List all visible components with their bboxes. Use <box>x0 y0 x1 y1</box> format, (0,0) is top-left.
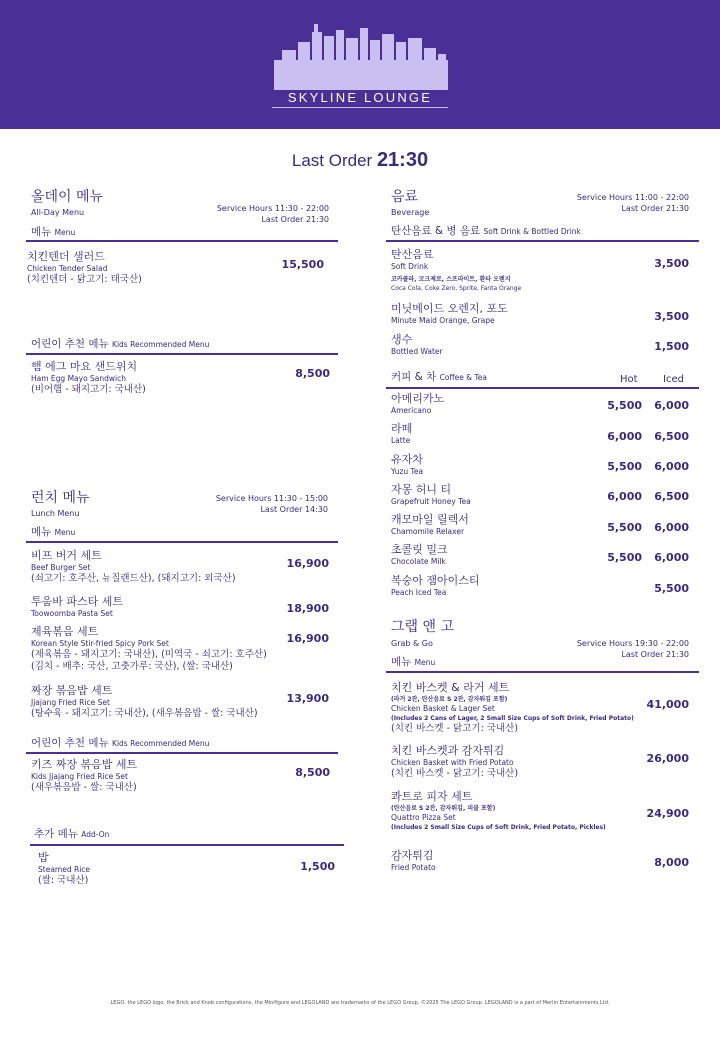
all-day-kids-label <box>31 338 209 351</box>
item-name: 유자차 <box>391 453 423 466</box>
menu-item <box>391 849 436 873</box>
section-divider <box>386 671 699 673</box>
item-price: 3,500 <box>654 257 689 270</box>
item-name-en: Steamed Rice <box>38 865 91 874</box>
item-name: 제육볶음 세트 <box>31 625 99 638</box>
addon-label <box>34 828 109 841</box>
item-name: 초콜릿 밀크 <box>391 543 448 556</box>
menu-item <box>391 483 471 507</box>
menu-item <box>391 453 423 477</box>
item-name-en: Chicken Basket & Lager Set <box>391 704 495 713</box>
menu-item <box>31 595 123 619</box>
item-name: 치킨 바스켓 & 라거 세트 <box>391 681 510 694</box>
item-origin: (제육볶음 - 돼지고기: 국내산), (미역국 - 쇠고기: 호주산) <box>31 649 267 660</box>
menu-label-ko: 메뉴 <box>391 656 412 668</box>
item-price: 15,500 <box>281 258 324 271</box>
grab-go-title: 그랩 앤 고 <box>391 619 454 635</box>
item-name-en: Ham Egg Mayo Sandwich <box>31 374 127 383</box>
grab-go-title-en: Grab & Go <box>391 639 433 648</box>
menu-item <box>31 684 258 720</box>
item-origin: (치킨 바스켓 - 닭고기: 국내산) <box>391 723 519 734</box>
item-price: 41,000 <box>646 698 689 711</box>
hot-price: 5,500 <box>607 460 642 473</box>
section-divider <box>386 240 699 242</box>
all-day-title: 올데이 메뉴 <box>31 189 104 205</box>
item-name: 치킨텐더 샐러드 <box>27 250 105 263</box>
item-name-en: Quattro Pizza Set <box>391 813 456 822</box>
menu-item <box>391 333 443 357</box>
lunch-service-hours: Service Hours 11:30 - 15:00 <box>215 494 328 503</box>
item-name-en: Fried Potato <box>391 863 436 872</box>
item-name: 콰트로 피자 세트 <box>391 790 473 803</box>
menu-item <box>391 248 521 293</box>
hot-price: 5,500 <box>607 399 642 412</box>
city-skyline-icon <box>272 20 448 90</box>
item-detail-en: Coca Cola, Coke Zero, Sprite, Fanta Orange <box>391 285 522 292</box>
lunch-title-en: Lunch Menu <box>31 509 80 518</box>
iced-price: 5,500 <box>654 582 689 595</box>
last-order-label: Last Order <box>291 151 373 170</box>
beverage-title: 음료 <box>391 189 419 205</box>
item-price: 8,500 <box>295 367 330 380</box>
brand-name: SKYLINE LOUNGE <box>287 90 433 105</box>
item-detail: (탄산음료 S 2잔, 감자튀김, 피클 포함) <box>391 805 496 812</box>
item-name: 라떼 <box>391 422 413 435</box>
menu-label-en: Menu <box>54 228 76 237</box>
item-origin-2: (김치 - 배추: 국산, 고춧가루: 국산), (쌀: 국내산) <box>31 661 233 672</box>
item-name: 생수 <box>391 333 413 346</box>
item-name-en: Peach Iced Tea <box>391 588 447 597</box>
item-price: 8,500 <box>295 766 330 779</box>
hot-column-header: Hot <box>620 374 638 385</box>
menu-label-ko: 메뉴 <box>31 226 52 238</box>
lunch-last-order: Last Order 14:30 <box>260 505 328 514</box>
item-price: 1,500 <box>654 340 689 353</box>
item-price: 16,900 <box>286 632 329 645</box>
item-name: 투움바 파스타 세트 <box>31 595 124 608</box>
all-day-title-en: All-Day Menu <box>31 208 85 217</box>
addon-label-en: Add-On <box>81 830 110 839</box>
item-name: 캐모마일 릴렉서 <box>391 513 469 526</box>
menu-item <box>31 549 236 585</box>
menu-item <box>391 543 448 567</box>
item-name: 아메리카노 <box>391 392 445 405</box>
hot-price: 6,000 <box>607 490 642 503</box>
section-divider <box>26 240 338 242</box>
section-divider <box>26 541 338 543</box>
item-origin: (쇠고기: 호주산, 뉴질랜드산), (돼지고기: 외국산) <box>31 573 236 584</box>
iced-price: 6,000 <box>654 460 689 473</box>
iced-price: 6,500 <box>654 430 689 443</box>
iced-price: 6,500 <box>654 490 689 503</box>
soft-label-en: Soft Drink & Bottled Drink <box>483 227 581 236</box>
section-divider <box>386 387 699 389</box>
last-order-time: 21:30 <box>376 149 429 171</box>
brand-underline <box>272 107 448 108</box>
beverage-hours <box>560 192 689 214</box>
menu-label-en: Menu <box>414 658 436 667</box>
kids-label-en: Kids Recommended Menu <box>112 739 210 748</box>
section-divider <box>26 353 338 355</box>
item-price: 8,000 <box>654 856 689 869</box>
hot-price: 5,500 <box>607 521 642 534</box>
iced-column-header: Iced <box>663 374 684 385</box>
beverage-last-order: Last Order 21:30 <box>621 204 689 213</box>
item-name-en: Chicken Tender Salad <box>27 264 108 273</box>
item-price: 18,900 <box>286 602 329 615</box>
item-name-en: Toowoomba Pasta Set <box>31 609 113 618</box>
lunch-title: 런치 메뉴 <box>31 490 90 506</box>
lunch-kids-label <box>31 737 209 750</box>
iced-price: 6,000 <box>654 399 689 412</box>
menu-label-ko: 메뉴 <box>31 526 52 538</box>
hot-price: 6,000 <box>607 430 642 443</box>
item-name: 탄산음료 <box>391 248 434 261</box>
lunch-menu-label <box>31 526 75 539</box>
item-name-en: Yuzu Tea <box>391 467 424 476</box>
grab-go-last-order: Last Order 21:30 <box>621 650 689 659</box>
kids-label-ko: 어린이 추천 메뉴 <box>31 737 109 749</box>
item-origin: (비어햄 - 돼지고기: 국내산) <box>31 384 146 395</box>
item-price: 26,000 <box>646 752 689 765</box>
menu-item <box>31 625 267 673</box>
item-price: 24,900 <box>646 807 689 820</box>
hot-price: 5,500 <box>607 551 642 564</box>
item-name: 밥 <box>38 851 49 864</box>
all-day-hours <box>200 203 329 225</box>
item-name: 햄 에그 마요 샌드위치 <box>31 360 138 373</box>
item-origin: (탕수육 - 돼지고기: 국내산), (새우볶음밥 - 쌀: 국내산) <box>31 708 258 719</box>
item-origin: (치킨 바스켓 - 닭고기: 국내산) <box>391 768 519 779</box>
item-name-en: Latte <box>391 436 411 445</box>
soft-label-ko: 탄산음료 & 병 음료 <box>391 225 481 237</box>
grab-go-service-hours: Service Hours 19:30 - 22:00 <box>576 639 689 648</box>
item-origin: (치킨텐더 - 닭고기: 태국산) <box>27 274 142 285</box>
item-name-en: Jjajang Fried Rice Set <box>31 698 110 707</box>
section-divider <box>26 752 338 754</box>
item-price: 16,900 <box>286 557 329 570</box>
item-name-en: Soft Drink <box>391 262 429 271</box>
all-day-last-order: Last Order 21:30 <box>261 215 329 224</box>
item-name-en: Chicken Basket with Fried Potato <box>391 758 514 767</box>
menu-item <box>391 681 634 735</box>
item-name: 미닛메이드 오렌지, 포도 <box>391 302 508 315</box>
item-origin: (새우볶음밥 - 쌀: 국내산) <box>31 782 137 793</box>
item-name-en: Grapefruit Honey Tea <box>391 497 471 506</box>
item-price: 1,500 <box>300 860 335 873</box>
item-origin: (쌀: 국내산) <box>38 875 89 886</box>
menu-item <box>391 790 606 832</box>
item-detail-en: (Includes 2 Cans of Lager, 2 Small Size Cups of Soft Drink, Fried Potato) <box>391 715 634 722</box>
coffee-label-ko: 커피 & 차 <box>391 371 437 383</box>
item-name-en: Chocolate Milk <box>391 557 446 566</box>
item-price: 3,500 <box>654 310 689 323</box>
grab-go-menu-label <box>391 656 435 669</box>
item-name: 키즈 짜장 볶음밥 세트 <box>31 758 138 771</box>
beverage-service-hours: Service Hours 11:00 - 22:00 <box>576 193 689 202</box>
lunch-hours <box>200 493 328 515</box>
menu-item <box>391 574 480 598</box>
item-detail: 코카콜라, 코크제로, 스프라이트, 환타 오렌지 <box>391 276 511 283</box>
header-banner <box>0 0 720 129</box>
item-name: 치킨 바스켓과 감자튀김 <box>391 744 505 757</box>
menu-item <box>391 744 518 780</box>
item-name-en: Chamomile Relaxer <box>391 527 465 536</box>
menu-item <box>391 422 412 446</box>
last-order-banner <box>0 148 720 173</box>
grab-go-hours <box>560 638 689 660</box>
coffee-label-en: Coffee & Tea <box>439 373 487 382</box>
menu-item <box>31 758 137 794</box>
iced-price: 6,000 <box>654 521 689 534</box>
item-name-en: Minute Maid Orange, Grape <box>391 316 495 325</box>
item-name-en: Korean Style Stir-fried Spicy Pork Set <box>31 639 169 648</box>
legal-footer: LEGO, the LEGO logo, the Brick and Knob configurations, the Minifigure and LEGOLAND are trademarks of the LEGO Group. ©2025 The LEGO Group. LEGOLAND is a part of Merlin Entertainments Ltd. <box>110 1000 610 1006</box>
menu-item <box>27 250 142 286</box>
beverage-title-en: Beverage <box>391 208 430 217</box>
menu-item <box>31 360 146 396</box>
menu-item <box>391 392 444 416</box>
item-detail-en: (Includes 2 Small Size Cups of Soft Drink, Fried Potato, Pickles) <box>391 824 606 831</box>
menu-item <box>391 513 469 537</box>
menu-item <box>391 302 508 326</box>
menu-item <box>38 851 90 887</box>
menu-label-en: Menu <box>54 528 76 537</box>
item-name: 비프 버거 세트 <box>31 549 102 562</box>
item-name-en: Bottled Water <box>391 347 443 356</box>
section-divider <box>30 844 344 846</box>
kids-label-en: Kids Recommended Menu <box>112 340 210 349</box>
coffee-label <box>391 371 487 384</box>
item-name: 감자튀김 <box>391 849 434 862</box>
all-day-service-hours: Service Hours 11:30 - 22:00 <box>216 204 329 213</box>
item-name-en: Beef Burger Set <box>31 563 91 572</box>
kids-label-ko: 어린이 추천 메뉴 <box>31 338 109 350</box>
item-name-en: Americano <box>391 406 432 415</box>
item-name-en: Kids Jjajang Fried Rice Set <box>31 772 128 781</box>
iced-price: 6,000 <box>654 551 689 564</box>
item-name: 짜장 볶음밥 세트 <box>31 684 113 697</box>
item-detail: (라거 2잔, 탄산음료 S 2잔, 감자튀김 포함) <box>391 696 508 703</box>
item-name: 자몽 허니 티 <box>391 483 452 496</box>
item-name: 복숭아 잼아이스티 <box>391 574 480 587</box>
item-price: 13,900 <box>286 692 329 705</box>
soft-drink-label <box>391 225 581 238</box>
addon-label-ko: 추가 메뉴 <box>34 828 78 840</box>
all-day-menu-label <box>31 226 75 239</box>
